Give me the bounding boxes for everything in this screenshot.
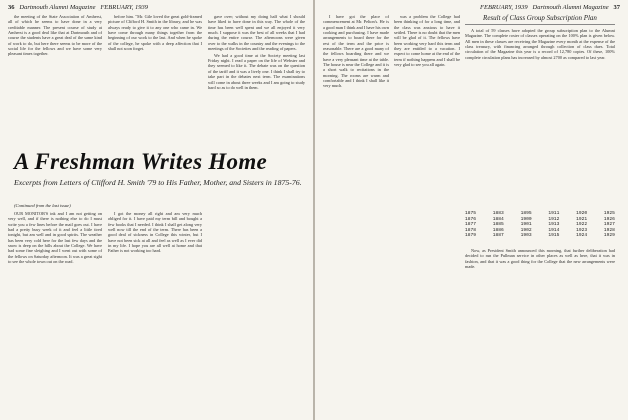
right-col3-bottom-text: Now, as President Smith announced this morning, that further deliberation had decided to run the Pullman service in other places as well as here, that it was in fashion, and that it was a good thing for the College that the new arrangements were made. [465, 248, 615, 270]
left-col1-top [8, 14, 102, 144]
left-col1-body-text: OUR MONITOR'S ink and I am not getting on very well, and if there is nothing else to do I must write you a few lines before the mail goes out. I have had a pretty busy week of it and feel a little tired tonight, but am well and in good spirits. The weather has been very cold here for the last few days and the snow is deep on the hills about the College. We have had some fine sleighing and I went out with some of the fellows on Saturday afternoon. It was a great sight to see the whole town out on the road. [8, 211, 102, 265]
class-year: 1877 [465, 222, 477, 228]
class-year: 1912 [548, 216, 560, 222]
left-page [0, 0, 313, 420]
left-col1-body [8, 211, 102, 416]
class-year: 1914 [548, 227, 560, 233]
class-year: 1924 [576, 233, 588, 239]
class-year: 1929 [603, 233, 615, 239]
class-year: 1879 [465, 233, 477, 239]
class-year: 1901 [520, 222, 532, 228]
right-col3-bottom [465, 248, 615, 416]
class-year: 1876 [465, 216, 477, 222]
right-issue-date: FEBRUARY, 1939 [480, 4, 528, 11]
right-page [315, 0, 628, 420]
class-year: 1878 [465, 227, 477, 233]
continued-note: (Continued from the last issue) [14, 203, 71, 208]
class-year: 1884 [492, 216, 504, 222]
left-col2-top [108, 14, 202, 144]
right-magazine-name: Dartmouth Alumni Magazine [532, 4, 609, 11]
right-page-number: 37 [613, 4, 620, 11]
class-year: 1887 [492, 233, 504, 239]
class-year: 1885 [492, 222, 504, 228]
right-col1 [323, 14, 389, 416]
article-title: A Freshman Writes Home [14, 149, 268, 174]
class-year: 1900 [520, 216, 532, 222]
left-col2-body-text: I got the money all right and am very much obliged for it. I have paid my term bill and bought a few books that I needed. I think I shall get along very well now till the end of the term. There has been a good deal of sickness in College this winter, but I have not been sick at all and feel as well as I ever did in my life. I hope you are all well at home and that Father is not working too hard. [108, 211, 202, 254]
class-year: 1915 [548, 233, 560, 239]
right-col3-text: A total of 59 classes have adopted the group subscription plan to the Alumni Magazine. The complete roster of classes operating on the 100% plan is given below. All men in these classes are receiving the Magazine every month at the expense of the class treasury, with financing arranged through collection of class dues. Total circulation of the Magazine this year is a record of 12,780 copies. Of these, 100% complete circulation plans has increased by almost 2700 as compared to last year. [465, 28, 615, 60]
class-year: 1925 [603, 211, 615, 216]
left-magazine-name: Dartmouth Alumni Magazine [19, 4, 96, 11]
class-year: 1903 [520, 233, 532, 239]
left-col2-body [108, 211, 202, 416]
class-year: 1895 [520, 211, 532, 216]
class-year: 1911 [548, 211, 560, 216]
right-col2-text: was a problem the College had been thinking of for a long time, and the class was anxious to have it settled. There is no doubt that the men will be glad of it. The fellows have been working very hard this term and they are entitled to a vacation. I expect to come home at the end of the term if nothing happens and I shall be very glad to see you all again. [394, 14, 460, 68]
class-year: 1875 [465, 211, 477, 216]
class-year: 1883 [492, 211, 504, 216]
left-col1-top-text: the meeting of the State Association of Amherst, all of which he seems to have done in a very creditable manner. The present course of study at Amherst is a good deal like that at Dartmouth and of course the students have a great deal of the same kind of work to do, but here there seems to be more of the social life for the fellows and we have some very pleasant times together. [8, 14, 102, 57]
left-col3-body-text: We had a good time at the Society meeting last Friday night. I read a paper on the life of Webster and they seemed to like it. The debate was on the question of the tariff and it was a lively one. I think I shall try to take part in the debates next term. The examinations will come in about three weeks and I am going to study hard so as to do well in them. [208, 52, 305, 90]
right-col3 [465, 28, 615, 208]
article-subtitle: Excerpts from Letters of Clifford H. Smith '79 to His Father, Mother, and Sisters in 1875-76. [14, 178, 302, 187]
section-title: Result of Class Group Subscription Plan [483, 14, 597, 22]
left-page-number: 36 [8, 4, 15, 11]
class-year: 1902 [520, 227, 532, 233]
right-running-head [480, 4, 620, 11]
left-col2-top-text: before him. "Mr. Gile loved the great gold-framed picture of Clifford H. Smith in the library, and he was always ready to give it to any one who came in. We have come through many things together from the beginning of our work to the last. And when he spoke of the college, he spoke with a deep affection that I shall not soon forget. [108, 14, 202, 52]
left-col3-top-text: gave over; without my doing half what I should have liked to have done in this way. The whole of the time has been well spent and we all enjoyed it very much. I suppose it was the best of all weeks that I had during the entire course. The afternoons were given over to the walks in the country and the evenings to the meetings of the Societies and the reading of papers. [208, 14, 305, 52]
right-col2 [394, 14, 460, 416]
class-years-row [465, 233, 615, 239]
class-years-table [465, 211, 615, 239]
right-col1-text: I have got the place of commencement at Mr. Pelton's. He is a good man I think and I have his own cooking and purchasing. I have made arrangements to board there for the rest of the term and the price is reasonable. There are a good many of the fellows boarding there and we have a very pleasant time at the table. The house is near the College and it is a short walk to recitations in the morning. The rooms are warm and comfortable and I think I shall like it very much. [323, 14, 389, 89]
section-rule [465, 24, 615, 25]
left-col3 [208, 14, 305, 416]
left-issue-date: FEBRUARY, 1939 [100, 4, 148, 11]
class-year: 1886 [492, 227, 504, 233]
class-year: 1921 [576, 216, 588, 222]
class-year: 1922 [576, 222, 588, 228]
class-year: 1927 [603, 222, 615, 228]
class-year: 1920 [576, 211, 588, 216]
left-running-head [8, 4, 148, 11]
class-year: 1928 [603, 227, 615, 233]
class-year: 1913 [548, 222, 560, 228]
class-year: 1923 [576, 227, 588, 233]
class-year: 1926 [603, 216, 615, 222]
